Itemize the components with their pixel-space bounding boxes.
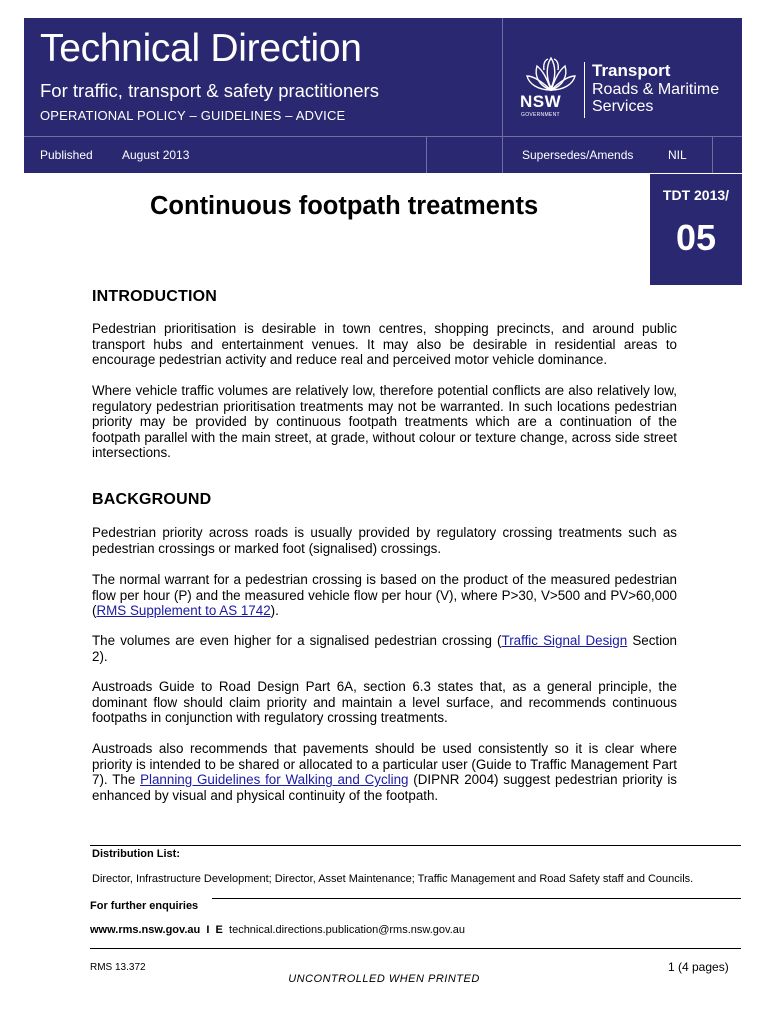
distribution-rule <box>90 845 741 846</box>
logo-government-text: GOVERNMENT <box>521 112 560 118</box>
banner-divider-vertical <box>502 18 503 173</box>
banner-title-block <box>24 18 504 136</box>
introduction-paragraph-1: Pedestrian prioritisation is desirable in town centres, shopping precincts, and around public transport hubs and entertainment venues. It may also be desirable in residential areas to encourage pedestrian activity and reduce real and perceived motor vehicle dominance. <box>92 321 677 367</box>
banner-divider-horizontal <box>24 136 742 137</box>
bg-p3-text-a: The volumes are even higher for a signalised pedestrian crossing ( <box>92 633 502 648</box>
background-paragraph-2 <box>92 572 677 619</box>
logo-org-line2: Roads & Maritime <box>592 81 720 98</box>
background-paragraph-5 <box>92 741 677 803</box>
background-paragraph-3 <box>92 633 677 664</box>
published-value: August 2013 <box>122 148 190 162</box>
bg-p2-text-b: ). <box>270 603 279 618</box>
bg-p5-text-a: Austroads also recommends that pavements should be used consistently so it is clear where priority is intended to be shared or allocated to a particular user (Guide to Traffic Management Part 7). The <box>92 741 677 787</box>
traffic-signal-design-link[interactable]: Traffic Signal Design <box>501 633 628 648</box>
website-link[interactable]: www.rms.nsw.gov.au <box>90 924 201 936</box>
document-title: Continuous footpath treatments <box>150 192 539 220</box>
footer-rule <box>90 948 741 949</box>
email-label: E <box>215 924 223 936</box>
distribution-text: Director, Infrastructure Development; Director, Asset Maintenance; Traffic Management and Road Safety staff and Councils. <box>92 873 694 885</box>
email-link[interactable]: technical.directions.publication@rms.nsw.gov.au <box>229 924 465 936</box>
bg-p2-text-a: The normal warrant for a pedestrian crossing is based on the product of the measured pedestrian flow per hour (P) and the measured vehicle flow per hour (V), where P>30, V>500 and PV>60,000 ( <box>92 572 677 618</box>
logo-org-line1: Transport <box>592 61 671 80</box>
supersedes-value: NIL <box>668 148 687 162</box>
banner-subtitle: For traffic, transport & safety practitioners <box>40 80 379 101</box>
logo-org-line3: Services <box>592 98 654 115</box>
distribution-label: Distribution List: <box>92 848 180 860</box>
document-code: RMS 13.372 <box>90 962 146 973</box>
contact-line <box>90 924 465 936</box>
enquiries-rule <box>212 898 741 899</box>
introduction-heading: INTRODUCTION <box>92 288 218 305</box>
background-heading: BACKGROUND <box>92 491 212 508</box>
banner-title: Technical Direction <box>40 27 362 70</box>
logo-divider <box>584 62 585 118</box>
planning-guidelines-link[interactable]: Planning Guidelines for Walking and Cycling <box>140 772 409 787</box>
bg-p3-text-b: Section 2). <box>92 633 677 664</box>
enquiries-label: For further enquiries <box>90 900 199 912</box>
uncontrolled-notice: UNCONTROLLED WHEN PRINTED <box>288 973 480 985</box>
header-banner <box>24 18 742 173</box>
tdt-number: 05 <box>675 217 717 258</box>
published-label: Published <box>40 148 93 162</box>
contact-separator: I <box>206 924 210 936</box>
rms-supplement-link[interactable]: RMS Supplement to AS 1742 <box>96 603 271 618</box>
background-paragraph-4: Austroads Guide to Road Design Part 6A, section 6.3 states that, as a general principle, the dominant flow should claim priority and maintain a level surface, and recommends continuous footpaths in conjunction with regulatory crossing treatments. <box>92 679 677 725</box>
tdt-label: TDT 2013/ <box>662 187 730 203</box>
page-info: 1 (4 pages) <box>668 960 729 974</box>
banner-divider-meta <box>426 136 427 173</box>
logo-nsw-text: NSW <box>520 92 562 111</box>
background-paragraph-1: Pedestrian priority across roads is usually provided by regulatory crossing treatments such as pedestrian crossings or marked foot (signalised) crossings. <box>92 525 677 556</box>
waratah-icon <box>524 56 578 92</box>
bg-p5-text-b: (DIPNR 2004) suggest pedestrian priority is enhanced by visual and physical continuity of the footpath. <box>92 772 677 803</box>
banner-policy-line: OPERATIONAL POLICY – GUIDELINES – ADVICE <box>40 108 346 123</box>
introduction-paragraph-2: Where vehicle traffic volumes are relatively low, therefore potential conflicts are also relatively low, regulatory pedestrian prioritisation treatments may not be warranted. In such locations pedestrian priority may be provided by continuous footpath treatments which are a continuation of the footpath parallel with the main street, at grade, without colour or texture change, across side street intersections. <box>92 383 677 460</box>
supersedes-label: Supersedes/Amends <box>522 148 634 162</box>
banner-divider-meta-right <box>712 136 713 173</box>
tdt-badge <box>650 174 742 285</box>
nsw-transport-logo <box>520 56 740 126</box>
